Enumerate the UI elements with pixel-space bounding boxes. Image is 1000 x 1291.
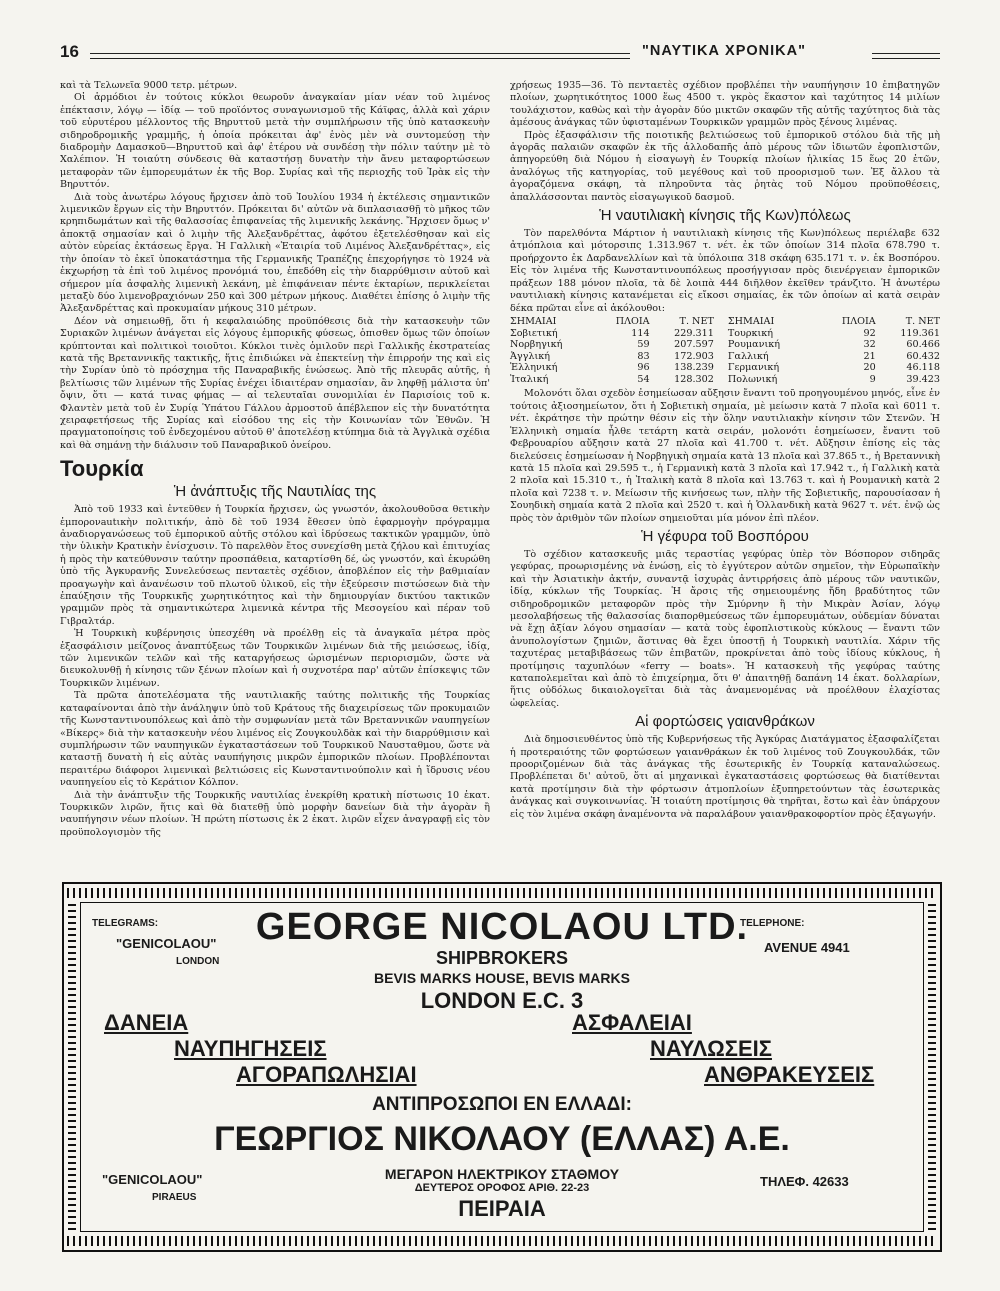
paragraph: Τὸν παρελθόντα Μάρτιον ἡ ναυτιλιακὴ κίνησις τῆς Κων)πόλεως περιέλαβε 632 ἀτμόπλοια καὶ μότορσιπς 1.313.967 τ. νέτ. ἐκ τῶν ὁποίων 314 πλοῖα 678.790 τ. προήρχοντο ἐκ Δαρδανελλίων καὶ τὰ ὑπόλοιπα 318 σκάφη 635.171 τ. ν. ἐκ Βοσπόρου. Εἰς τὸν λιμένα τῆς Κωνσταντινουπόλεως προσήγγισαν πρὸς διενέργειαν ἐμπορικῶν πράξεων 188 μόνον πλοῖα, τὰ δὲ λοιπὰ 444 διῆλθον ἐκεῖθεν τράνζιτο. Ἡ ἀνωτέρω ναυτιλιακὴ κίνησις κατανέμεται εἰς εἴκοσι σημαίας, ἐκ τῶν ὁποίων αἱ κατὰ σειρὰν δέκα πρῶται εἶνε αἱ ἀκόλουθοι: <box>510 228 940 314</box>
table-cell: Γαλλική <box>727 350 769 362</box>
greek-company-name: ΓΕΩΡΓΙΟΣ ΝΙΚΟΛΑΟΥ (ΕΛΛΑΣ) Α.Ε. <box>214 1120 790 1158</box>
table-cell: 9 <box>869 373 876 385</box>
table-header: ΠΛΟΙΑ <box>841 315 876 327</box>
article-subtitle: Ἡ ἀνάπτυξις τῆς Ναυτιλίας της <box>173 483 377 501</box>
header-rule-right <box>872 53 940 59</box>
right-column <box>510 80 940 821</box>
telephone-label: TELEPHONE: <box>740 918 805 929</box>
table-cell: 114 <box>631 327 650 339</box>
paragraph: Διὰ τοὺς ἀνωτέρω λόγους ἤρχισεν ἀπὸ τοῦ Ἰουλίου 1934 ἡ ἐκτέλεσις σημαντικῶν λιμενικῶν ἔργων εἰς τὴν Βηρυττόν. Πρόκειται δι' αὐτῶν νὰ διπλασιασθῇ τὸ μῆκος τῶν κρηπιδωμάτων καὶ τῆς θαλασσίας ἐπιφανείας τῆς λιμενικῆς λεκάνης. Ἤρχισεν ὅμως ν' ἀποκτᾷ σημασίαν καὶ ὁ λιμὴν τῆς Ἀλεξανδρέττας, ἀφότου ἐξετελέσθησαν καὶ εἰς αὐτὸν εὐρείας ἐκτάσεως ἔργα. Ἡ Γαλλικὴ «Ἑταιρία τοῦ Λιμένος Ἀλεξανδρέττας», εἰς τὴν ὁποίαν τὸ ἐκεῖ ὑποκατάστημα τῆς Γερμανικῆς Τραπέζης ἐπεχορήγησε τὸ 1924 νὰ ἐκχωρήσῃ τὰ ἐπὶ τοῦ λιμένος προνόμιά του, ἐπεδόθη εἰς τὴν διαρρύθμισιν αὐτοῦ καὶ σήμερον μία ἀσφαλὴς λιμενικὴ λεκάνη, μὲ ἐπιφάνειαν πέντε ἑκταρίων, περικλείεται μεταξὺ δύο λιμενοβραχιόνων 250 καὶ 300 μέτρων μήκους. Διαθέτει ἐπίσης ὁ λιμὴν τῆς Ἀλεξανδρέττας καὶ προκυμαίαν μήκους 310 μέτρων. <box>60 191 490 315</box>
article-heading: Ἡ γέφυρα τοῦ Βοσπόρου <box>641 527 809 545</box>
advertisement <box>62 882 942 1252</box>
building-name: ΜΕΓΑΡΟΝ ΗΛΕΚΤΡΙΚΟΥ ΣΤΑΘΜΟΥ <box>384 1166 620 1182</box>
table-cell: Ρουμανική <box>727 339 780 351</box>
paragraph: Οἱ ἁρμόδιοι ἐν τούτοις κύκλοι θεωροῦν ἀναγκαίαν μίαν νέαν τοῦ λιμένος ἐπέκτασιν, λόγῳ — ἰδίᾳ — τοῦ προϊόντος συναγωνισμοῦ τῆς Κάϊφας, ἀλλὰ καὶ χάριν τοῦ εὐρυτέρου μέλλοντος τῆς Βηρυττοῦ μετὰ τὴν συμπλήρωσιν τῆς ὑπὸ κατασκευὴν σιδηροδρομικῆς γραμμῆς, ἡ ὁποία πρόκειται ἀφ' ἑνὸς μὲν νὰ συντομεύσῃ τὴν διαδρομὴν Δαμασκοῦ—Βηρυττοῦ καὶ ἀφ' ἑτέρου νὰ συνδέσῃ τὴν πόλιν ταύτην μὲ τὸ Χαλέπιον. Ἡ τοιαύτη σύνδεσις θὰ καταστήσῃ δυνατὴν τὴν ἄνευ μεταφορτώσεων μεταφορὰν τῶν ἐμπορευμάτων ἐκ τῆς Βορ. Συρίας καὶ τῆς περιοχῆς τοῦ Ἰρὰκ εἰς τὴν Βηρυττόν. <box>60 92 490 191</box>
table-cell: 92 <box>863 327 876 339</box>
service-shipbuilding: ΝΑΥΠΗΓΗΣΕΙΣ <box>174 1036 327 1061</box>
paragraph: Διὰ δημοσιευθέντος ὑπὸ τῆς Κυβερνήσεως τῆς Ἀγκύρας Διατάγματος ἐξασφαλίζεται ἡ προτεραιότης τῶν φορτώσεων γαιανθράκων ἐκ τοῦ λιμένος τοῦ Ζουγκουλδάκ, τῶν προοριζομένων διὰ τὰς ἀνάγκας τῆς ἐσωτερικῆς ἐν Τουρκίᾳ καταναλώσεως. Προβλέπεται δι' αὐτοῦ, ὅτι αἱ μηχανικαὶ ἐγκαταστάσεις φορτώσεως θὰ διατίθενται κατὰ προτίμησιν διὰ τὴν φόρτωσιν ἀτμοπλοίων ἐξυπηρετούντων τὰς ἐσωτερικὰς ἀνάγκας καὶ συγκοινωνίας. Ἡ τοιαύτη προτίμησις θὰ τηρῆται, ἔστω καὶ ἐὰν ὑπάρχουν εἰς τὸν λιμένα σκάφη ἀναμένοντα νὰ παραλάβουν γαιανθρακοφορτίον πρὸς ἐξαγωγήν. <box>510 734 940 820</box>
table-row <box>510 328 940 340</box>
table-cell: 138.239 <box>674 362 714 374</box>
service-insurance: ΑΣΦΑΛΕΙΑΙ <box>572 1010 692 1035</box>
floor-address: ΔΕΥΤΕΡΟΣ ΟΡΟΦΟΣ ΑΡΙΘ. 22-23 <box>414 1182 590 1194</box>
service-sales: ΑΓΟΡΑΠΩΛΗΣΙΑΙ <box>236 1062 417 1087</box>
left-column <box>60 80 490 839</box>
service-chartering: ΝΑΥΛΩΣΕΙΣ <box>650 1036 772 1061</box>
table-cell: 128.302 <box>674 373 714 385</box>
table-cell: Τουρκική <box>727 327 773 339</box>
table-cell: 20 <box>863 362 876 374</box>
telegrams-address-piraeus: "GENICOLAOU" <box>102 1172 203 1187</box>
telegrams-city-piraeus: PIRAEUS <box>152 1192 197 1203</box>
table-header: ΣΗΜΑΙΑΙ <box>510 315 557 327</box>
paragraph: Ἡ Τουρκικὴ κυβέρνησις ὑπεσχέθη νὰ προέλθῃ εἰς τὰ ἀναγκαῖα μέτρα πρὸς ἐξασφάλισιν μείζονος ἀναπτύξεως τῶν Τουρκικῶν λιμένων διὰ τῆς μειώσεως, ἰδίᾳ, τῶν λιμενικῶν τελῶν καὶ τῆς καταργήσεως ὡρισμένων περιορισμῶν, ὥστε νὰ διευκολυνθῇ ἡ κίνησις τῶν ξένων πλοίων καὶ ἡ συχνοτέρα παρ' αὐτῶν ἐπίσκεψις τῶν Τουρκικῶν λιμένων. <box>60 628 490 689</box>
table-cell: 54 <box>637 373 650 385</box>
table-cell: 46.118 <box>906 362 940 374</box>
table-header: Τ. ΝΕΤ <box>905 315 940 327</box>
paragraph: Δέον νὰ σημειωθῇ, ὅτι ἡ κεφαλαιώδης προϋπόθεσις διὰ τὴν κατασκευὴν τῶν Συριακῶν λιμένων ἀνάγεται εἰς λόγους ἐμπορικῆς φύσεως, ὀπισθεν ὅμως τῶν ὁποίων κρύπτονται καὶ πολιτικοὶ τοιοῦτοι. Κύκλοι τινὲς ὁμιλοῦν περὶ Γαλλικῆς ἐκστρατείας κατὰ τῆς Βρεταννικῆς τακτικῆς, ἥτις ἐπιδιώκει νὰ ἐπεκτείνῃ τὴν ἐπιρροήν της καὶ εἰς τὴν Συρίαν ὑπὸ τὸ πρόσχημα τῆς Παναραβικῆς ἑνώσεως. Ἀπὸ τῆς πλευρᾶς αὐτῆς, ἡ βελτίωσις τῶν λιμένων τῆς Συρίας ἐνέχει ἰδιαιτέραν σημασίαν, ἂν ληφθῇ μάλιστα ὑπ' ὄψιν, ὅτι — κατά τινας φήμας — αἱ τελευταῖαι συνομιλίαι ἐν Παρισίοις τοῦ κ. Φλαντὲν μετὰ τοῦ ἐν Συρίᾳ Ὑπάτου Γάλλου ἀρμοστοῦ ἀπέβλεπον εἰς τὴν δυνατότητα χειραφετήσεως τῆς Συρίας καὶ εἰσόδου της εἰς τὴν Κοινωνίαν τῶν Ἐθνῶν. Ἡ πραγματοποίησις τοῦ ἐνδεχομένου αὐτοῦ θ' ἀποτελέσῃ κτύπημα διὰ τὰ Ἀγγλικὰ σχέδια καὶ θὰ σημάνῃ τὴν διάλυσιν τοῦ Παναραβικοῦ ὀνείρου. <box>60 315 490 451</box>
paragraph: καὶ τὰ Τελωνεῖα 9000 τετρ. μέτρων. <box>60 80 238 91</box>
company-name: GEORGE NICOLAOU LTD. <box>255 906 749 948</box>
table-cell: 60.466 <box>906 339 940 351</box>
paragraph: Τὸ σχέδιον κατασκευῆς μιᾶς τεραστίας γεφύρας ὑπὲρ τὸν Βόσπορον σιδηρᾶς γεφύρας, προωρισμένης νὰ ἑνώσῃ, εἰς τὸ ἐγγύτερον αὐτῶν σημεῖον, τὴν Εὐρωπαϊκὴν καὶ τὴν Ἀσιατικὴν ἀκτήν, συναντᾷ ἰσχυρὰς ἀντιρρήσεις ἀπὸ μέρους τῶν ναυτικῶν, ἰδίᾳ, κύκλων τῆς Τουρκίας. Ἡ ἄρσις τῆς σημειουμένης ἤδη βραδύτητος τῶν σιδηροδρομικῶν μεταφορῶν πρὸς τὴν Σμύρνην ἢ τὴν Μικρὰν Ἀσίαν, λόγῳ μεσολαβήσεως τῆς θαλασσίας διαπορθμεύσεως τῶν ἐμπορευμάτων, οὐδεμίαν δύναται νὰ ἔχῃ ἀξίαν λόγου σημασίαν — κατὰ τοὺς ἐφοπλιστικοὺς κύκλους — ἔναντι τῶν ἀνυπολογίστων ζημιῶν, ἅστινας θὰ ἔχει ὑποστῇ ἡ Τουρκικὴ ναυτιλία. Χάριν τῆς ταχυτέρας μεταβιβάσεως τῶν ἐπιβατῶν, προκρίνεται ἀπὸ τοὺς ἰδίους κύκλους, ἡ προτίμησις ταχυπλόων «ferry — boats». Ἡ κατασκευὴ τῆς γεφύρας ταύτης καταπολεμεῖται καὶ ἀπὸ τὸ ἐπιχείρημα, ὅτι θ' ἀπαιτηθῇ δαπάνη 14 ἑκατ. δολλαρίων, ἥτις οὐδόλως δικαιολογεῖται διὰ τὰς ἀναμενομένας νὰ προέλθουν ἐλαχίστας ὠφελείας. <box>510 548 940 709</box>
phone-piraeus: ΤΗΛΕΦ. 42633 <box>760 1174 849 1189</box>
table-cell: Πολωνική <box>727 373 778 385</box>
greece-representatives: ΑΝΤΙΠΡΟΣΩΠΟΙ ΕΝ ΕΛΛΑΔΙ: <box>372 1094 632 1115</box>
service-loans: ΔΑΝΕΙΑ <box>104 1010 189 1035</box>
table-cell: 229.311 <box>674 327 714 339</box>
table-row <box>510 339 940 351</box>
shipbrokers-label: SHIPBROKERS <box>435 948 569 968</box>
table-header: Τ. ΝΕΤ <box>679 315 714 327</box>
telegrams-address: "GENICOLAOU" <box>116 936 217 951</box>
header-rule-left <box>90 53 630 59</box>
telephone-number: AVENUE 4941 <box>764 940 850 955</box>
paragraph: Ἀπὸ τοῦ 1933 καὶ ἐντεῦθεν ἡ Τουρκία ἤρχισεν, ὡς γνωστόν, ἀκολουθοῦσα θετικὴν ἐμπορονautικὴν πολιτικήν, ἀπὸ δὲ τοῦ 1934 ἔθεσεν ὑπὸ ἐφαρμογὴν πρόγραμμα ἀναδιοργανώσεως τοῦ ἐμπορικοῦ αὐτῆς στόλου καὶ ἱδρύσεως τακτικῶν γραμμῶν, ὑπὸ τὴν ὑλικὴν Κρατικὴν ἐνίσχυσιν. Τὸ παρελθὸν ἔτος συνεχίσθη μετὰ ζήλου καὶ ἐπιτυχίας ἡ πρὸς τὴν κατεύθυνσιν ταύτην προσπάθεια, καταρτίσθη δέ, ὡς γνωστόν, καὶ ἐκυρώθη ὑπὸ τῆς Ἀγκυρανῆς Συνελεύσεως πενταετὲς σχέδιον, ἀποβλέπον εἰς τὴν βαθμιαίαν προαγωγὴν καὶ ἀνανέωσιν τοῦ πλωτοῦ ὑλικοῦ, εἰς τὴν ἐξεύρεσιν πιστώσεων διὰ τὴν ἐπαύξησιν τῆς Τουρκικῆς χωρητικότητος καὶ τὴν δημιουργίαν δικτύου τακτικῶν γραμμῶν πρὸς τὰ σημαντικώτερα λιμενικὰ κέντρα τῆς Μεσογείου καὶ πέραν τοῦ Γιβραλτάρ. <box>60 504 490 627</box>
table-row <box>510 351 940 363</box>
table-header: ΣΗΜΑΙΑΙ <box>727 315 775 327</box>
service-coaling: ΑΝΘΡΑΚΕΥΣΕΙΣ <box>704 1062 875 1087</box>
paragraph: Διὰ τὴν ἀνάπτυξιν τῆς Τουρκικῆς ναυτιλίας ἐνεκρίθη κρατικὴ πίστωσις 10 ἑκατ. Τουρκικῶν λιρῶν, ἥτις καὶ θὰ διατεθῇ ὑπὸ μορφὴν δανείων διὰ τὴν ἀγορὰν ἢ ναυπήγησιν νέων πλοίων. Ἡ πρώτη πίστωσις ἐκ 2 ἑκατ. λιρῶν εἶχεν ἀναγραφῇ εἰς τὸν προϋπολογισμὸν τῆς <box>60 789 490 838</box>
telegrams-label: TELEGRAMS: <box>92 918 159 929</box>
paragraph: Μολονότι ὅλαι σχεδὸν ἐσημείωσαν αὔξησιν ἔναντι τοῦ προηγουμένου μηνός, εἶνε ἐν τούτοις ἀξιοσημείωτον, ὅτι ἡ Σοβιετικὴ σημαία, μὲ μείωσιν κατὰ 7 πλοῖα καὶ 6011 τ. νέτ. ἐκράτησε τὴν πρώτην θέσιν εἰς τὴν ὅλην ναυτιλιακὴν κίνησιν τῶν Στενῶν. Ἡ Ἑλληνικὴ σημαία ἦλθε τετάρτη κατὰ σειράν, μολονότι ἐσημείωσεν, ἔναντι τοῦ Φεβρουαρίου αὔξησιν κατὰ 27 πλοῖα καὶ 41.700 τ. νέτ. Αὔξησιν ἐπίσης εἰς τὰς διελεύσεις ἐσημείωσαν ἡ Νορβηγικὴ σημαία κατὰ 13 πλοῖα καὶ 37.865 τ., ἡ Βρεταννικὴ κατὰ 15 πλοῖα καὶ 29.595 τ., ἡ Γερμανικὴ κατὰ 3 πλοῖα καὶ 17.942 τ., ἡ Γαλλικὴ κατὰ 2 πλοῖα καὶ 15.310 τ., ἡ Ἰταλικὴ κατὰ 8 πλοῖα καὶ 13.763 τ. καὶ ἡ Ρουμανικὴ κατὰ 2 πλοῖα καὶ 7238 τ. ν. Μείωσιν τῆς κινήσεως των, πλὴν τῆς Σοβιετικῆς, παρουσίασαν ἡ Σουηδικὴ σημαία κατὰ 2 πλοῖα καὶ 2520 τ. καὶ ἡ Ὁλλανδικὴ κατὰ 9627 τ. νέτ. ἐνῷ ὡς πρὸς τὸν ἀριθμὸν τῶν πλοίων σημειοῦται μία μόνον ἐπὶ πλέον. <box>510 388 940 524</box>
table-cell: Νορβηγική <box>510 339 563 351</box>
table-cell: Σοβιετική <box>510 327 558 339</box>
table-cell: 83 <box>637 350 650 362</box>
table-header: ΠΛΟΙΑ <box>615 315 650 327</box>
decorative-border <box>67 888 937 898</box>
table-cell: 39.423 <box>906 373 940 385</box>
office-city: LONDON E.C. 3 <box>420 988 584 1013</box>
decorative-border <box>67 1236 937 1246</box>
table-cell: 59 <box>637 339 650 351</box>
paragraph: Τὰ πρῶτα ἀποτελέσματα τῆς ναυτιλιακῆς ταύτης πολιτικῆς τῆς Τουρκίας καταφαίνονται ἀπὸ τὴν ἀνάληψιν ὑπὸ τοῦ Κράτους τῆς διαχειρίσεως τῶν προκυμαιῶν τῆς Κωνσταντινουπόλεως καὶ ἀπὸ τὴν συμφωνίαν μετὰ τῶν Βρεταννικῶν ναυπηγείων «Βίκερς» διὰ τὴν κατασκευὴν νέου λιμένος εἰς Ζουγκουλδὰκ καὶ τὴν διαρρύθμισιν καὶ συμπλήρωσιν τῶν ναυπηγικῶν ἐγκαταστάσεων τοῦ Τουρκικοῦ Ναυσταθμου, ὥστε νὰ καταστῇ δυνατὴ ἡ εἰς αὐτὰς ναυπήγησις μικρῶν ἐμπορικῶν πλοίων. Προβλέπονται περαιτέρω διάφοροι λιμενικαὶ βελτιώσεις εἰς Κωνσταντινούπολιν καὶ ἡ ἵδρυσις νέου ναυπηγείου εἰς τὸ Κεράτιον Κόλπον. <box>60 690 490 789</box>
table-cell: Ἰταλική <box>510 373 549 385</box>
table-cell: Ἑλληνική <box>510 362 558 374</box>
table-cell: 21 <box>863 350 876 362</box>
telegrams-city: LONDON <box>176 956 220 967</box>
table-cell: Ἀγγλική <box>510 350 550 362</box>
article-heading: Ἡ ναυτιλιακὴ κίνησις τῆς Κων)πόλεως <box>599 207 851 225</box>
table-row <box>510 362 940 374</box>
table-cell: 32 <box>863 339 876 351</box>
piraeus-city: ΠΕΙΡΑΙΑ <box>458 1196 546 1221</box>
article-heading: Αἱ φορτώσεις γαιανθράκων <box>635 713 815 731</box>
page-header <box>60 42 940 64</box>
flags-table <box>510 316 940 386</box>
page-number: 16 <box>60 42 79 61</box>
table-cell: 119.361 <box>900 327 940 339</box>
table-row <box>510 374 940 386</box>
table-cell: 96 <box>637 362 650 374</box>
table-cell: Γερμανική <box>727 362 780 374</box>
table-cell: 207.597 <box>674 339 714 351</box>
paragraph: χρήσεως 1935—36. Τὸ πενταετὲς σχέδιον προβλέπει τὴν ναυπήγησιν 10 ἐπιβατηγῶν πλοίων, χωρητικότητος 1000 ἕως 4500 τ. γκρὸς ἕκαστον καὶ ταχύτητος 14 μιλίων τουλάχιστον, καθὼς καὶ τὴν ἀγορὰν δύο μικτῶν σκαφῶν τῆς αὐτῆς ταχύτητος διὰ τὰς ἀμέσους ἀνάγκας τῶν ὑφισταμένων Τουρκικῶν γραμμῶν πρὸς ξένους λιμένας. <box>510 80 940 129</box>
magazine-title: "ΝΑΥΤΙΚΑ ΧΡΟΝΙΚΑ" <box>642 43 806 59</box>
table-cell: 172.903 <box>674 350 714 362</box>
section-title: Τουρκία <box>60 456 144 482</box>
flags-table-body <box>510 328 940 386</box>
table-cell: 60.432 <box>906 350 940 362</box>
office-address: BEVIS MARKS HOUSE, BEVIS MARKS <box>374 970 630 986</box>
paragraph: Πρὸς ἐξασφάλισιν τῆς ποιοτικῆς βελτιώσεως τοῦ ἐμπορικοῦ στόλου διὰ τῆς μὴ ἀγορᾶς παλαιῶν σκαφῶν ἐκ τῆς ἀλλοδαπῆς ἀπὸ μέρους τῶν ἰδιωτῶν ἐφοπλιστῶν, ἀπηγορεύθη διὰ Νόμου ἡ εἰσαγωγὴ ἐν Τουρκίᾳ πλοίων ἡλικίας 15 ἕως 20 ἐτῶν, ἀναλόγως τῆς κατηγορίας, τοῦ μεγέθους καὶ τοῦ προορισμοῦ των. Ἐξ ἄλλου τὰ ἀγοραζόμενα σκάφη, τὰ πληροῦντα τὰς ῥητὰς τοῦ Νόμου προϋποθέσεις, ἀπαλλάσσονται παντὸς εἰσαγωγικοῦ δασμοῦ. <box>510 129 940 203</box>
